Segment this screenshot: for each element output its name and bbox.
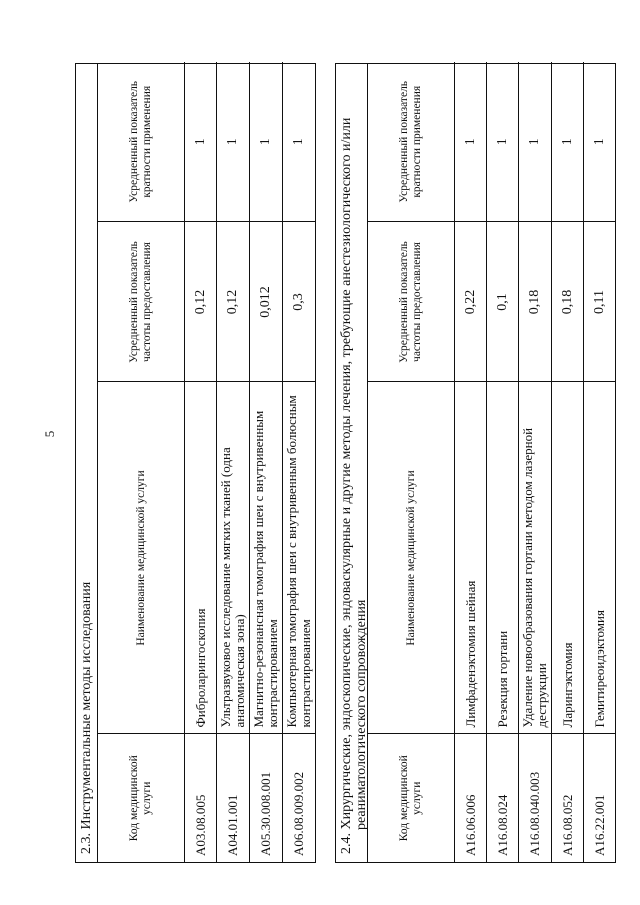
header-multiplicity: Усредненный показатель кратности применения <box>98 62 185 222</box>
table-row <box>552 62 584 862</box>
service-frequency: 0,012 <box>250 222 283 382</box>
service-multiplicity: 1 <box>217 62 250 222</box>
service-name: Гемитиреоидэктомия <box>584 382 616 734</box>
section-surgical-methods <box>335 63 616 863</box>
service-frequency: 0,12 <box>185 222 217 382</box>
service-code: A06.08.009.002 <box>283 734 316 862</box>
service-frequency: 0,18 <box>552 222 584 382</box>
page-number: 5 <box>42 430 57 438</box>
document-content <box>75 63 616 863</box>
service-multiplicity: 1 <box>455 62 487 222</box>
table-header-row <box>368 62 455 862</box>
service-code: A16.08.024 <box>487 734 519 862</box>
service-frequency: 0,12 <box>217 222 250 382</box>
section-title: 2.3. Инструментальные методы исследования <box>76 64 98 862</box>
service-code: A05.30.008.001 <box>250 734 283 862</box>
header-frequency: Усредненный показатель частоты предоставления <box>368 222 455 382</box>
service-code: A16.06.006 <box>455 734 487 862</box>
service-multiplicity: 1 <box>250 62 283 222</box>
table-row <box>584 62 616 862</box>
table-row <box>455 62 487 862</box>
service-code: A04.01.001 <box>217 734 250 862</box>
service-name: Ультразвуковое исследование мягких тканей (одна анатомическая зона) <box>217 382 250 734</box>
service-frequency: 0,11 <box>584 222 616 382</box>
service-multiplicity: 1 <box>584 62 616 222</box>
service-frequency: 0,3 <box>283 222 316 382</box>
service-frequency: 0,1 <box>487 222 519 382</box>
table-row <box>250 62 283 862</box>
section-title: 2.4. Хирургические, эндоскопические, эндоваскулярные и другие методы лечения, требующие анестезиологического и/или реаниматологического сопровождения <box>336 64 368 862</box>
service-name: Магнитно-резонансная томография шеи с внутривенным контрастированием <box>250 382 283 734</box>
header-code: Код медицинской услуги <box>368 734 455 862</box>
services-table <box>368 62 615 862</box>
section-instrumental-methods <box>75 63 316 863</box>
header-frequency: Усредненный показатель частоты предоставления <box>98 222 185 382</box>
service-code: A16.22.001 <box>584 734 616 862</box>
header-name: Наименование медицинской услуги <box>368 382 455 734</box>
service-name: Ларингэктомия <box>552 382 584 734</box>
table-row <box>185 62 217 862</box>
header-multiplicity: Усредненный показатель кратности применения <box>368 62 455 222</box>
table-row <box>283 62 316 862</box>
table-row <box>519 62 552 862</box>
service-frequency: 0,18 <box>519 222 552 382</box>
service-frequency: 0,22 <box>455 222 487 382</box>
header-code: Код медицинской услуги <box>98 734 185 862</box>
services-table <box>98 62 315 862</box>
service-name: Фиброларингоскопия <box>185 382 217 734</box>
service-code: A03.08.005 <box>185 734 217 862</box>
service-multiplicity: 1 <box>185 62 217 222</box>
service-name: Лимфаденэктомия шейная <box>455 382 487 734</box>
service-name: Компьютерная томография шеи с внутривенным болюсным контрастированием <box>283 382 316 734</box>
service-multiplicity: 1 <box>519 62 552 222</box>
service-multiplicity: 1 <box>283 62 316 222</box>
table-row <box>217 62 250 862</box>
table-row <box>487 62 519 862</box>
service-name: Удаление новообразования гортани методом лазерной деструкции <box>519 382 552 734</box>
service-name: Резекция гортани <box>487 382 519 734</box>
header-name: Наименование медицинской услуги <box>98 382 185 734</box>
service-multiplicity: 1 <box>487 62 519 222</box>
service-code: A16.08.040.003 <box>519 734 552 862</box>
service-code: A16.08.052 <box>552 734 584 862</box>
service-multiplicity: 1 <box>552 62 584 222</box>
table-header-row <box>98 62 185 862</box>
